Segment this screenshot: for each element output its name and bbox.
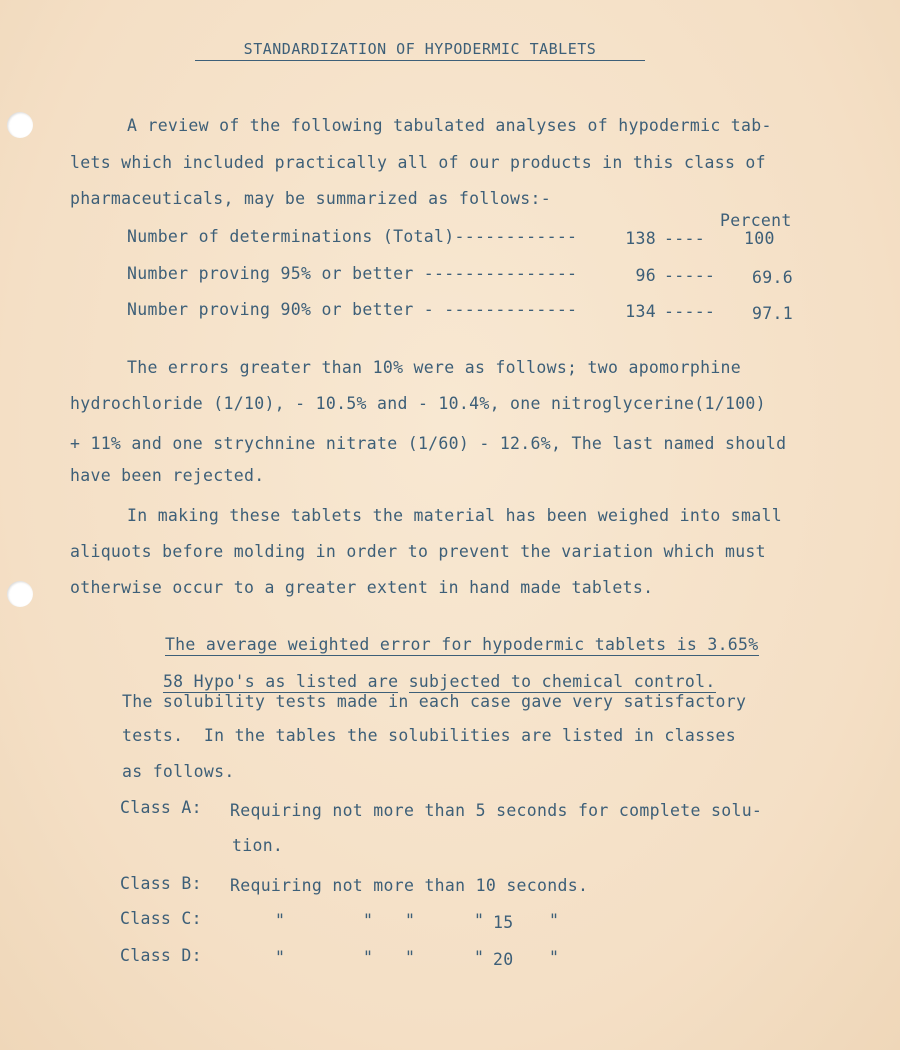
summary-row-dash: ----- [664, 302, 716, 321]
ditto-mark: " [474, 911, 485, 930]
summary-row-label: Number proving 90% or better - ------------- [127, 300, 578, 319]
average-error-text: The average weighted error for hypodermic tablets is 3.65% [164, 635, 759, 654]
ditto-mark: " [275, 911, 286, 930]
making-line-2: aliquots before molding in order to prevent the variation which must [70, 542, 766, 561]
solubility-line-1: The solubility tests made in each case gave very satisfactory [122, 692, 747, 711]
summary-row-percent: 100 [744, 229, 775, 248]
summary-row-dash: ----- [664, 266, 716, 285]
summary-row-percent: 97.1 [752, 304, 793, 323]
ditto-mark: " [405, 948, 416, 967]
summary-row-percent: 69.6 [752, 268, 793, 287]
class-label: Class C: [120, 909, 202, 928]
intro-line-3: pharmaceuticals, may be summarized as follows:- [70, 189, 551, 208]
hypos-text-part1: 58 Hypo's as listed are [162, 672, 399, 691]
solubility-line-3: as follows. [122, 762, 235, 781]
punch-hole [7, 112, 33, 138]
class-text: Requiring not more than 5 seconds for complete solu- [230, 801, 763, 820]
ditto-mark: " [549, 948, 560, 967]
ditto-mark: " [405, 911, 416, 930]
punch-hole [7, 581, 33, 607]
summary-row-label: Number of determinations (Total)------------ [127, 227, 578, 246]
hypos-text-part2: subjected to chemical control. [408, 672, 716, 691]
errors-line-3: + 11% and one strychnine nitrate (1/60) - 12.6%, The last named should [70, 434, 787, 453]
class-label: Class A: [120, 798, 202, 817]
summary-row-count: 134 [625, 302, 656, 321]
percent-header: Percent [720, 211, 792, 230]
class-text-continued: tion. [232, 836, 284, 855]
ditto-mark: " [275, 948, 286, 967]
intro-line-1: A review of the following tabulated analyses of hypodermic tab- [127, 116, 772, 135]
errors-line-2: hydrochloride (1/10), - 10.5% and - 10.4%, one nitroglycerine(1/100) [70, 394, 766, 413]
ditto-mark: " [474, 948, 485, 967]
making-line-3: otherwise occur to a greater extent in hand made tablets. [70, 578, 654, 597]
class-seconds-value: 20 [493, 950, 514, 969]
making-line-1: In making these tablets the material has been weighed into small [127, 506, 782, 525]
class-text: Requiring not more than 10 seconds. [230, 876, 589, 895]
summary-row-count: 96 [635, 266, 656, 285]
ditto-mark: " [363, 911, 374, 930]
ditto-mark: " [363, 948, 374, 967]
class-seconds-value: 15 [493, 913, 514, 932]
ditto-mark: " [549, 911, 560, 930]
errors-line-4: have been rejected. [70, 466, 265, 485]
class-label: Class B: [120, 874, 202, 893]
errors-line-1: The errors greater than 10% were as follows; two apomorphine [127, 358, 742, 377]
summary-row-dash: ---- [664, 229, 705, 248]
class-label: Class D: [120, 946, 202, 965]
document-title: STANDARDIZATION OF HYPODERMIC TABLETS [195, 40, 645, 61]
summary-row-label: Number proving 95% or better --------------- [127, 264, 578, 283]
intro-line-2: lets which included practically all of our products in this class of [70, 153, 766, 172]
solubility-line-2: tests. In the tables the solubilities are listed in classes [122, 726, 737, 745]
summary-row-count: 138 [625, 229, 656, 248]
